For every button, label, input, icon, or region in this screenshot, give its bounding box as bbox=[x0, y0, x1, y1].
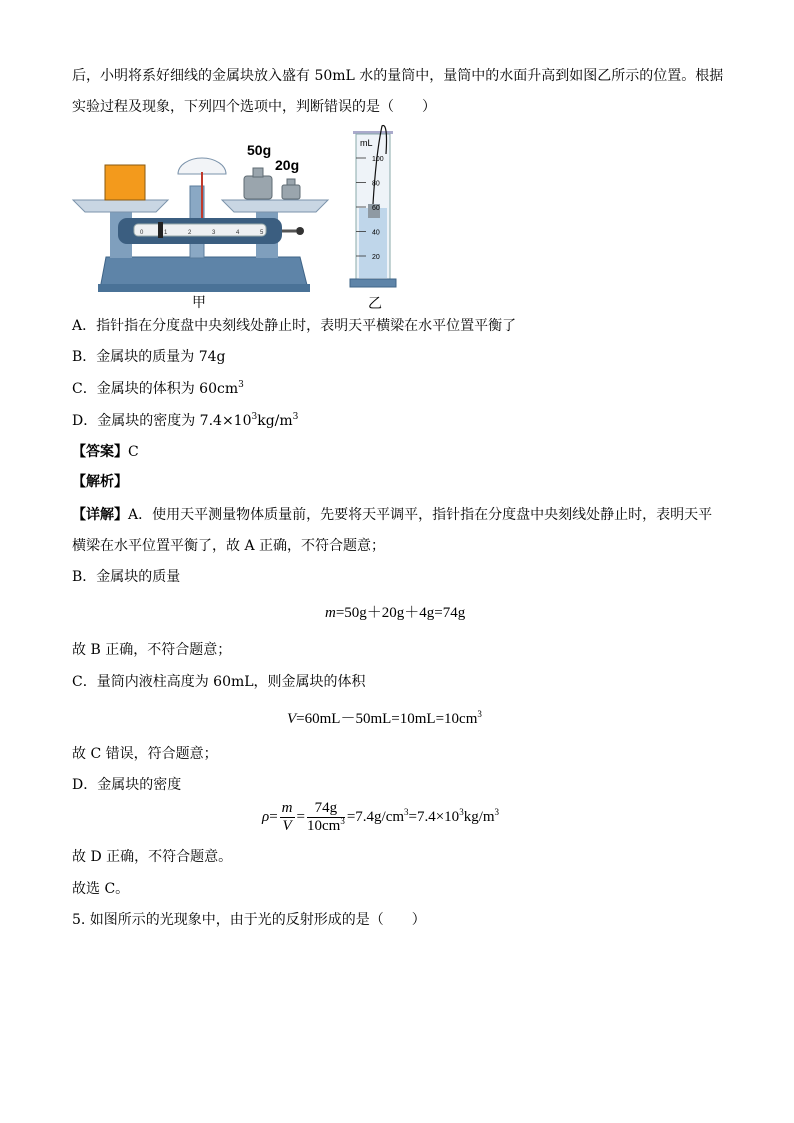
equation-volume: $V=60mL-50mL=10mL=10cm^3$ bbox=[287, 709, 482, 727]
cylinder-tick-label: 80 bbox=[372, 180, 380, 188]
cylinder-tick-label: 100 bbox=[372, 156, 384, 163]
explanation-a-line2: 横梁在水平位置平衡了，故 A 正确，不符合题意； bbox=[72, 538, 386, 554]
explanation-b-intro: B．金属块的质量 bbox=[72, 569, 181, 585]
next-question: 5. 如图所示的光现象中，由于光的反射形成的是（ ） bbox=[72, 912, 426, 928]
explanation-d-conclusion: 故 D 正确，不符合题意。 bbox=[72, 849, 233, 865]
metal-block bbox=[105, 165, 145, 200]
rider-tick-label: 3 bbox=[212, 230, 216, 236]
option-b: B．金属块的质量为 74g bbox=[72, 349, 226, 365]
rider-tick-label: 2 bbox=[188, 230, 192, 236]
cylinder-unit: mL bbox=[360, 138, 373, 148]
cylinder-tick-label: 60 bbox=[372, 205, 380, 212]
option-c: C．金属块的体积为 $60cm^3$ bbox=[72, 380, 244, 397]
weight-50g bbox=[244, 168, 272, 199]
weight-50g-label: 50g bbox=[247, 142, 272, 158]
explanation-c-conclusion: 故 C 错误，符合题意； bbox=[72, 746, 218, 762]
final-choice: 故选 C。 bbox=[72, 881, 130, 897]
explanation-d-intro: D．金属块的密度 bbox=[72, 777, 182, 793]
figure-balance-cylinder bbox=[70, 124, 420, 310]
rider-tick-label: 5 bbox=[260, 230, 264, 236]
caption-yi: 乙 bbox=[368, 295, 382, 310]
weight-20g bbox=[282, 179, 300, 199]
equation-density: ρ= $\frac{m}{V}$ = $\frac{74g}{10cm^3}$ $=7.4g/cm^3=7.4\times 10^3kg/m^3$ bbox=[262, 800, 500, 834]
answer-label: 【答案】 bbox=[72, 444, 128, 460]
rider-tick-label: 1 bbox=[164, 230, 168, 236]
weight-20g-label: 20g bbox=[275, 157, 300, 173]
question-line-1: 后，小明将系好细线的金属块放入盛有 50mL 水的量筒中，量筒中的水面升高到如图乙所示的位置。根据 bbox=[72, 68, 724, 84]
cylinder-tick-label: 40 bbox=[372, 229, 380, 237]
answer bbox=[72, 442, 139, 462]
measuring-cylinder bbox=[350, 126, 396, 287]
explanation-a-line1: 【详解】A．使用天平测量物体质量前，先要将天平调平，指针指在分度盘中央刻线处静止时，表明天平 bbox=[72, 507, 713, 523]
rider-tick-label: 0 bbox=[140, 230, 144, 236]
caption-jia: 甲 bbox=[192, 294, 206, 310]
option-d: D．金属块的密度为 $7.4\times 10^3kg/m^3$ bbox=[72, 412, 299, 429]
cylinder-tick-label: 20 bbox=[372, 254, 380, 261]
analysis-label: 【解析】 bbox=[72, 474, 128, 490]
explanation-c-intro: C．量筒内液柱高度为 60mL，则金属块的体积 bbox=[72, 674, 366, 690]
rider-tick-label: 4 bbox=[236, 230, 240, 236]
question-line-2: 实验过程及现象，下列四个选项中，判断错误的是（ ） bbox=[72, 99, 436, 115]
equation-mass: m=50g＋20g＋4g=74g bbox=[325, 605, 466, 621]
option-a: A．指针指在分度盘中央刻线处静止时，表明天平横梁在水平位置平衡了 bbox=[72, 318, 517, 334]
answer-value: C bbox=[128, 444, 139, 460]
explanation-b-conclusion: 故 B 正确，不符合题意； bbox=[72, 642, 232, 658]
